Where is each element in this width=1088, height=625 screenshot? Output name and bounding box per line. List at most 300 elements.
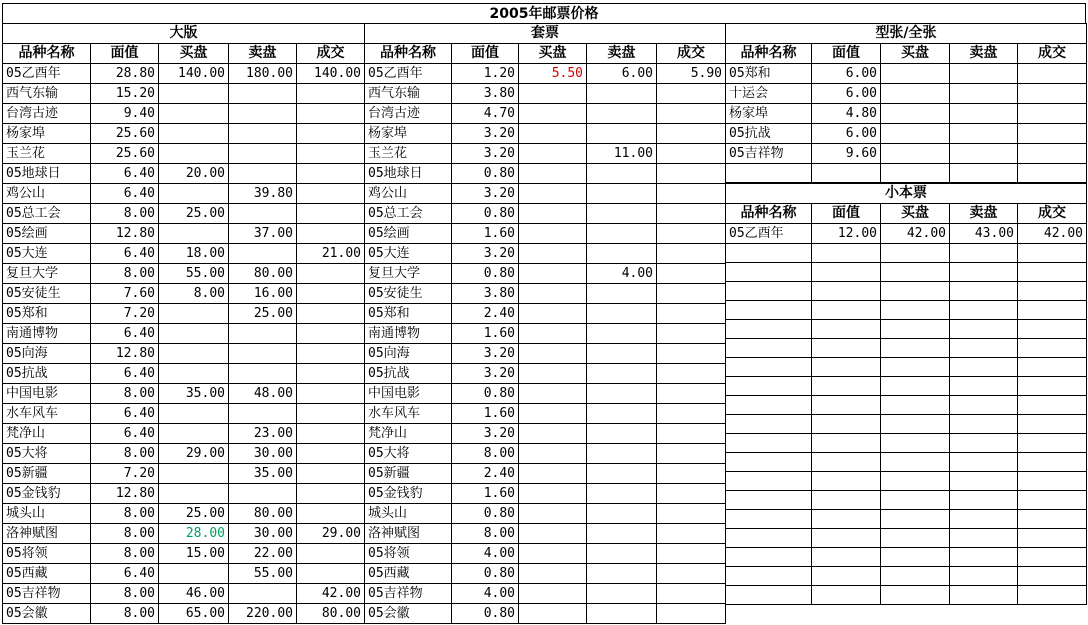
price-cell[interactable] [657, 324, 726, 344]
price-cell[interactable]: 42.00 [297, 584, 365, 604]
price-cell[interactable]: 0.80 [452, 604, 519, 624]
price-cell[interactable] [1018, 144, 1087, 164]
price-cell[interactable]: 12.00 [812, 224, 881, 244]
price-cell[interactable]: 80.00 [229, 264, 297, 284]
stamp-name-cell[interactable] [726, 510, 812, 529]
price-cell[interactable] [657, 144, 726, 164]
price-cell[interactable]: 35.00 [229, 464, 297, 484]
stamp-name-cell[interactable]: 玉兰花 [365, 144, 452, 164]
price-cell[interactable] [297, 464, 365, 484]
price-cell[interactable] [657, 104, 726, 124]
price-cell[interactable]: 1.20 [452, 64, 519, 84]
price-cell[interactable] [159, 484, 229, 504]
price-cell[interactable]: 3.20 [452, 184, 519, 204]
price-cell[interactable] [297, 404, 365, 424]
price-cell[interactable] [881, 320, 950, 339]
price-cell[interactable] [587, 504, 657, 524]
price-cell[interactable] [950, 144, 1018, 164]
stamp-name-cell[interactable]: 杨家埠 [726, 104, 812, 124]
price-cell[interactable]: 12.80 [91, 344, 159, 364]
price-cell[interactable] [950, 396, 1018, 415]
price-cell[interactable]: 6.00 [812, 84, 881, 104]
price-cell[interactable]: 8.00 [91, 384, 159, 404]
price-cell[interactable] [812, 164, 881, 183]
price-cell[interactable] [812, 586, 881, 605]
stamp-name-cell[interactable]: 05大连 [365, 244, 452, 264]
price-cell[interactable]: 140.00 [159, 64, 229, 84]
price-cell[interactable] [812, 567, 881, 586]
stamp-name-cell[interactable]: 05安徒生 [365, 284, 452, 304]
price-cell[interactable] [812, 282, 881, 301]
stamp-name-cell[interactable]: 中国电影 [365, 384, 452, 404]
price-cell[interactable] [657, 164, 726, 184]
price-cell[interactable] [950, 586, 1018, 605]
price-cell[interactable] [587, 84, 657, 104]
price-cell[interactable] [950, 567, 1018, 586]
price-cell[interactable] [881, 124, 950, 144]
price-cell[interactable]: 5.50 [519, 64, 587, 84]
price-cell[interactable]: 8.00 [452, 524, 519, 544]
price-cell[interactable] [297, 204, 365, 224]
price-cell[interactable] [881, 164, 950, 183]
price-cell[interactable] [519, 584, 587, 604]
price-cell[interactable] [881, 263, 950, 282]
stamp-name-cell[interactable]: 水车风车 [365, 404, 452, 424]
stamp-name-cell[interactable]: 05总工会 [3, 204, 91, 224]
price-cell[interactable]: 220.00 [229, 604, 297, 624]
price-cell[interactable]: 0.80 [452, 504, 519, 524]
price-cell[interactable] [881, 244, 950, 263]
price-cell[interactable]: 4.70 [452, 104, 519, 124]
stamp-name-cell[interactable] [726, 472, 812, 491]
price-cell[interactable]: 28.80 [91, 64, 159, 84]
price-cell[interactable] [881, 144, 950, 164]
stamp-name-cell[interactable] [726, 282, 812, 301]
price-cell[interactable] [587, 364, 657, 384]
price-cell[interactable] [812, 358, 881, 377]
price-cell[interactable] [587, 464, 657, 484]
price-cell[interactable]: 37.00 [229, 224, 297, 244]
price-cell[interactable] [950, 453, 1018, 472]
price-cell[interactable] [881, 510, 950, 529]
price-cell[interactable] [159, 344, 229, 364]
price-cell[interactable]: 3.80 [452, 284, 519, 304]
price-cell[interactable] [519, 164, 587, 184]
price-cell[interactable]: 8.00 [452, 444, 519, 464]
price-cell[interactable] [159, 564, 229, 584]
stamp-name-cell[interactable] [726, 586, 812, 605]
price-cell[interactable]: 2.40 [452, 464, 519, 484]
price-cell[interactable] [297, 324, 365, 344]
price-cell[interactable]: 3.80 [452, 84, 519, 104]
price-cell[interactable] [159, 144, 229, 164]
price-cell[interactable] [587, 204, 657, 224]
price-cell[interactable]: 6.40 [91, 564, 159, 584]
price-cell[interactable] [950, 472, 1018, 491]
price-cell[interactable]: 80.00 [229, 504, 297, 524]
price-cell[interactable]: 39.80 [229, 184, 297, 204]
price-cell[interactable]: 2.40 [452, 304, 519, 324]
price-cell[interactable]: 30.00 [229, 524, 297, 544]
price-cell[interactable] [159, 364, 229, 384]
price-cell[interactable] [1018, 567, 1087, 586]
price-cell[interactable] [297, 304, 365, 324]
price-cell[interactable] [587, 404, 657, 424]
price-cell[interactable]: 0.80 [452, 384, 519, 404]
stamp-name-cell[interactable]: 05安徒生 [3, 284, 91, 304]
price-cell[interactable]: 6.40 [91, 404, 159, 424]
stamp-name-cell[interactable]: 05将领 [3, 544, 91, 564]
price-cell[interactable] [159, 124, 229, 144]
price-cell[interactable]: 6.40 [91, 364, 159, 384]
price-cell[interactable] [950, 434, 1018, 453]
price-cell[interactable] [587, 484, 657, 504]
stamp-name-cell[interactable]: 05郑和 [3, 304, 91, 324]
price-cell[interactable] [657, 524, 726, 544]
stamp-name-cell[interactable]: 西气东输 [3, 84, 91, 104]
price-cell[interactable] [229, 204, 297, 224]
price-cell[interactable] [657, 124, 726, 144]
stamp-name-cell[interactable]: 杨家埠 [365, 124, 452, 144]
price-cell[interactable] [587, 424, 657, 444]
price-cell[interactable] [519, 464, 587, 484]
price-cell[interactable] [297, 564, 365, 584]
price-cell[interactable] [297, 264, 365, 284]
price-cell[interactable] [950, 510, 1018, 529]
price-cell[interactable] [229, 104, 297, 124]
price-cell[interactable] [587, 124, 657, 144]
price-cell[interactable] [297, 344, 365, 364]
price-cell[interactable] [1018, 320, 1087, 339]
price-cell[interactable] [881, 491, 950, 510]
stamp-name-cell[interactable]: 05抗战 [726, 124, 812, 144]
price-cell[interactable] [657, 604, 726, 624]
price-cell[interactable] [519, 564, 587, 584]
price-cell[interactable]: 180.00 [229, 64, 297, 84]
price-cell[interactable] [297, 484, 365, 504]
stamp-name-cell[interactable] [726, 548, 812, 567]
price-cell[interactable] [519, 244, 587, 264]
price-cell[interactable] [950, 244, 1018, 263]
price-cell[interactable] [1018, 282, 1087, 301]
price-cell[interactable] [950, 358, 1018, 377]
price-cell[interactable] [950, 124, 1018, 144]
stamp-name-cell[interactable]: 05金钱豹 [365, 484, 452, 504]
price-cell[interactable] [519, 424, 587, 444]
price-cell[interactable]: 80.00 [297, 604, 365, 624]
price-cell[interactable]: 15.20 [91, 84, 159, 104]
stamp-name-cell[interactable]: 杨家埠 [3, 124, 91, 144]
price-cell[interactable] [229, 584, 297, 604]
price-cell[interactable]: 9.60 [812, 144, 881, 164]
stamp-name-cell[interactable]: 05大连 [3, 244, 91, 264]
stamp-name-cell[interactable]: 05郑和 [365, 304, 452, 324]
price-cell[interactable] [657, 384, 726, 404]
price-cell[interactable] [587, 224, 657, 244]
price-cell[interactable] [587, 164, 657, 184]
stamp-name-cell[interactable]: 05总工会 [365, 204, 452, 224]
price-cell[interactable]: 29.00 [159, 444, 229, 464]
price-cell[interactable] [657, 304, 726, 324]
price-cell[interactable] [229, 164, 297, 184]
stamp-name-cell[interactable]: 水车风车 [3, 404, 91, 424]
stamp-name-cell[interactable]: 西气东输 [365, 84, 452, 104]
stamp-name-cell[interactable]: 05将领 [365, 544, 452, 564]
stamp-name-cell[interactable]: 玉兰花 [3, 144, 91, 164]
price-cell[interactable] [519, 144, 587, 164]
price-cell[interactable]: 42.00 [1018, 224, 1087, 244]
price-cell[interactable] [159, 184, 229, 204]
stamp-name-cell[interactable]: 05会徽 [365, 604, 452, 624]
price-cell[interactable] [1018, 104, 1087, 124]
price-cell[interactable] [812, 396, 881, 415]
price-cell[interactable] [297, 544, 365, 564]
price-cell[interactable]: 16.00 [229, 284, 297, 304]
price-cell[interactable] [657, 484, 726, 504]
stamp-name-cell[interactable]: 05乙酉年 [3, 64, 91, 84]
stamp-name-cell[interactable] [726, 164, 812, 183]
price-cell[interactable]: 25.60 [91, 144, 159, 164]
price-cell[interactable]: 3.20 [452, 124, 519, 144]
stamp-name-cell[interactable] [726, 339, 812, 358]
stamp-name-cell[interactable]: 05乙酉年 [726, 224, 812, 244]
price-cell[interactable] [881, 104, 950, 124]
price-cell[interactable] [587, 584, 657, 604]
price-cell[interactable] [159, 424, 229, 444]
price-cell[interactable] [657, 444, 726, 464]
price-cell[interactable]: 8.00 [91, 524, 159, 544]
price-cell[interactable] [519, 264, 587, 284]
stamp-name-cell[interactable]: 洛神赋图 [3, 524, 91, 544]
price-cell[interactable] [881, 84, 950, 104]
price-cell[interactable]: 25.00 [159, 504, 229, 524]
price-cell[interactable]: 8.00 [91, 504, 159, 524]
stamp-name-cell[interactable]: 05大将 [365, 444, 452, 464]
price-cell[interactable]: 1.60 [452, 224, 519, 244]
stamp-name-cell[interactable]: 南通博物 [365, 324, 452, 344]
price-cell[interactable] [1018, 415, 1087, 434]
stamp-name-cell[interactable]: 05吉祥物 [726, 144, 812, 164]
price-cell[interactable]: 8.00 [91, 584, 159, 604]
price-cell[interactable]: 4.00 [452, 584, 519, 604]
price-cell[interactable]: 8.00 [91, 544, 159, 564]
stamp-name-cell[interactable] [726, 415, 812, 434]
stamp-name-cell[interactable]: 05新疆 [3, 464, 91, 484]
price-cell[interactable]: 43.00 [950, 224, 1018, 244]
price-cell[interactable]: 1.60 [452, 484, 519, 504]
price-cell[interactable] [657, 504, 726, 524]
stamp-name-cell[interactable]: 05大将 [3, 444, 91, 464]
price-cell[interactable] [812, 491, 881, 510]
price-cell[interactable] [519, 444, 587, 464]
price-cell[interactable] [1018, 453, 1087, 472]
stamp-name-cell[interactable] [726, 529, 812, 548]
price-cell[interactable] [1018, 548, 1087, 567]
price-cell[interactable] [297, 104, 365, 124]
price-cell[interactable] [950, 548, 1018, 567]
stamp-name-cell[interactable]: 05郑和 [726, 64, 812, 84]
stamp-name-cell[interactable] [726, 263, 812, 282]
price-cell[interactable] [229, 244, 297, 264]
price-cell[interactable] [657, 284, 726, 304]
price-cell[interactable]: 4.80 [812, 104, 881, 124]
price-cell[interactable] [297, 224, 365, 244]
stamp-name-cell[interactable]: 05地球日 [3, 164, 91, 184]
price-cell[interactable] [657, 364, 726, 384]
price-cell[interactable] [519, 504, 587, 524]
price-cell[interactable] [881, 434, 950, 453]
price-cell[interactable] [881, 586, 950, 605]
price-cell[interactable] [587, 564, 657, 584]
price-cell[interactable] [229, 84, 297, 104]
price-cell[interactable]: 7.60 [91, 284, 159, 304]
price-cell[interactable]: 21.00 [297, 244, 365, 264]
price-cell[interactable] [229, 124, 297, 144]
price-cell[interactable] [297, 444, 365, 464]
price-cell[interactable] [1018, 529, 1087, 548]
stamp-name-cell[interactable]: 05绘画 [365, 224, 452, 244]
price-cell[interactable] [519, 284, 587, 304]
price-cell[interactable]: 25.00 [229, 304, 297, 324]
price-cell[interactable] [1018, 84, 1087, 104]
price-cell[interactable]: 3.20 [452, 144, 519, 164]
price-cell[interactable] [950, 320, 1018, 339]
price-cell[interactable]: 9.40 [91, 104, 159, 124]
price-cell[interactable]: 15.00 [159, 544, 229, 564]
price-cell[interactable] [657, 244, 726, 264]
price-cell[interactable] [587, 244, 657, 264]
price-cell[interactable] [297, 84, 365, 104]
price-cell[interactable] [297, 124, 365, 144]
price-cell[interactable]: 6.00 [587, 64, 657, 84]
price-cell[interactable] [1018, 301, 1087, 320]
price-cell[interactable] [159, 324, 229, 344]
price-cell[interactable] [950, 377, 1018, 396]
stamp-name-cell[interactable]: 05绘画 [3, 224, 91, 244]
stamp-name-cell[interactable] [726, 453, 812, 472]
price-cell[interactable]: 140.00 [297, 64, 365, 84]
price-cell[interactable] [519, 364, 587, 384]
price-cell[interactable] [950, 339, 1018, 358]
price-cell[interactable]: 18.00 [159, 244, 229, 264]
stamp-name-cell[interactable]: 05抗战 [365, 364, 452, 384]
price-cell[interactable] [812, 339, 881, 358]
price-cell[interactable] [950, 64, 1018, 84]
price-cell[interactable] [812, 548, 881, 567]
price-cell[interactable]: 11.00 [587, 144, 657, 164]
price-cell[interactable] [881, 529, 950, 548]
stamp-name-cell[interactable]: 05乙酉年 [365, 64, 452, 84]
price-cell[interactable]: 1.60 [452, 404, 519, 424]
price-cell[interactable]: 8.00 [91, 264, 159, 284]
stamp-name-cell[interactable]: 梵净山 [365, 424, 452, 444]
stamp-name-cell[interactable]: 鸡公山 [3, 184, 91, 204]
price-cell[interactable] [881, 472, 950, 491]
price-cell[interactable] [1018, 510, 1087, 529]
price-cell[interactable]: 12.80 [91, 224, 159, 244]
price-cell[interactable] [881, 396, 950, 415]
price-cell[interactable]: 8.00 [91, 444, 159, 464]
price-cell[interactable] [297, 384, 365, 404]
price-cell[interactable] [950, 263, 1018, 282]
price-cell[interactable] [1018, 164, 1087, 183]
stamp-name-cell[interactable] [726, 491, 812, 510]
price-cell[interactable] [1018, 64, 1087, 84]
price-cell[interactable]: 6.40 [91, 324, 159, 344]
price-cell[interactable] [229, 404, 297, 424]
price-cell[interactable] [1018, 586, 1087, 605]
price-cell[interactable]: 3.20 [452, 244, 519, 264]
price-cell[interactable]: 7.20 [91, 304, 159, 324]
price-cell[interactable]: 25.60 [91, 124, 159, 144]
price-cell[interactable] [587, 304, 657, 324]
price-cell[interactable]: 55.00 [229, 564, 297, 584]
price-cell[interactable]: 42.00 [881, 224, 950, 244]
stamp-name-cell[interactable]: 05吉祥物 [3, 584, 91, 604]
price-cell[interactable]: 46.00 [159, 584, 229, 604]
price-cell[interactable]: 0.80 [452, 264, 519, 284]
price-cell[interactable] [812, 472, 881, 491]
price-cell[interactable] [587, 604, 657, 624]
price-cell[interactable]: 6.40 [91, 184, 159, 204]
price-cell[interactable] [587, 104, 657, 124]
price-cell[interactable] [519, 184, 587, 204]
stamp-name-cell[interactable]: 05向海 [3, 344, 91, 364]
price-cell[interactable] [657, 184, 726, 204]
price-cell[interactable] [519, 124, 587, 144]
price-cell[interactable] [159, 84, 229, 104]
price-cell[interactable]: 55.00 [159, 264, 229, 284]
stamp-name-cell[interactable]: 城头山 [365, 504, 452, 524]
price-cell[interactable] [881, 301, 950, 320]
price-cell[interactable]: 6.40 [91, 424, 159, 444]
price-cell[interactable] [950, 491, 1018, 510]
price-cell[interactable] [229, 364, 297, 384]
price-cell[interactable]: 1.60 [452, 324, 519, 344]
price-cell[interactable] [950, 164, 1018, 183]
price-cell[interactable] [519, 224, 587, 244]
price-cell[interactable] [657, 404, 726, 424]
price-cell[interactable] [519, 84, 587, 104]
price-cell[interactable] [881, 453, 950, 472]
stamp-name-cell[interactable] [726, 396, 812, 415]
price-cell[interactable] [159, 404, 229, 424]
price-cell[interactable] [657, 344, 726, 364]
price-cell[interactable] [881, 567, 950, 586]
price-cell[interactable] [1018, 396, 1087, 415]
price-cell[interactable] [812, 415, 881, 434]
price-cell[interactable] [587, 544, 657, 564]
stamp-name-cell[interactable] [726, 358, 812, 377]
stamp-name-cell[interactable]: 05抗战 [3, 364, 91, 384]
stamp-name-cell[interactable] [726, 377, 812, 396]
price-cell[interactable] [657, 204, 726, 224]
price-cell[interactable] [657, 584, 726, 604]
price-cell[interactable] [950, 84, 1018, 104]
price-cell[interactable] [812, 263, 881, 282]
stamp-name-cell[interactable]: 洛神赋图 [365, 524, 452, 544]
price-cell[interactable] [1018, 434, 1087, 453]
price-cell[interactable]: 0.80 [452, 564, 519, 584]
price-cell[interactable] [587, 344, 657, 364]
price-cell[interactable] [881, 377, 950, 396]
price-cell[interactable] [519, 404, 587, 424]
price-cell[interactable] [159, 104, 229, 124]
price-cell[interactable] [519, 604, 587, 624]
stamp-name-cell[interactable]: 05西藏 [365, 564, 452, 584]
price-cell[interactable] [812, 510, 881, 529]
price-cell[interactable] [657, 564, 726, 584]
